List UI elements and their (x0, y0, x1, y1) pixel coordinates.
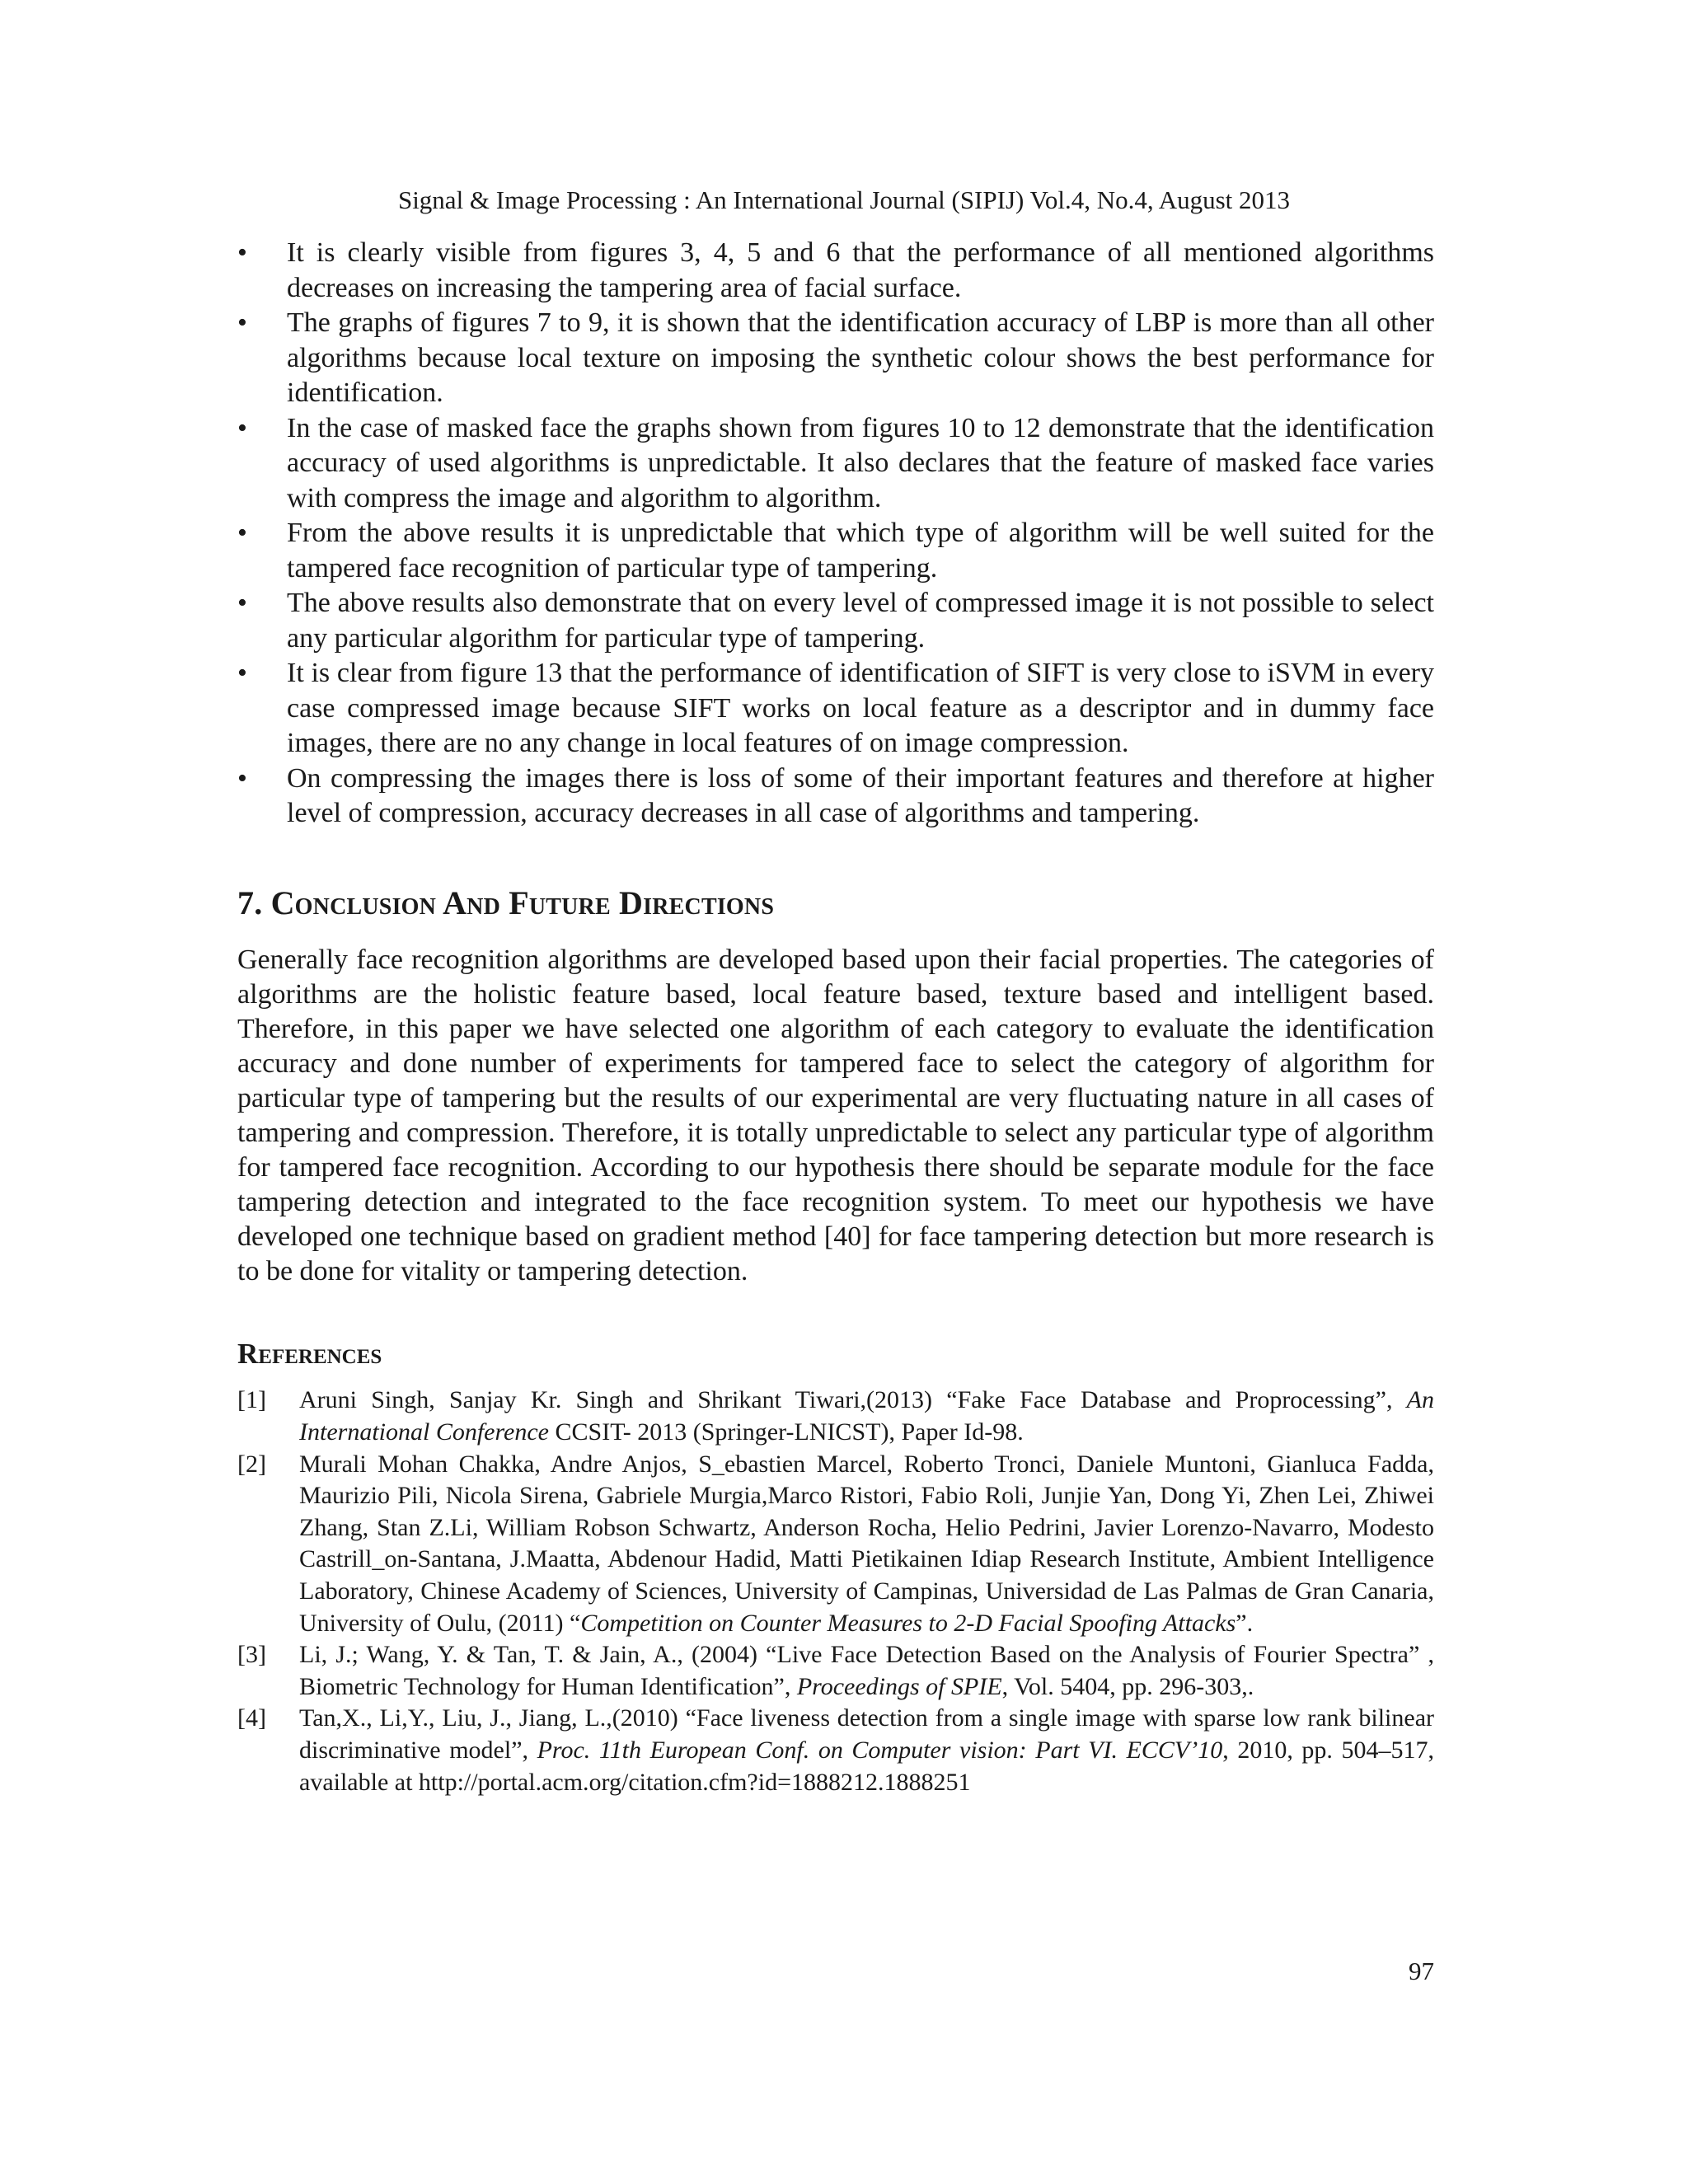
page-number: 97 (1409, 1957, 1434, 1985)
bullet-icon: • (237, 658, 247, 688)
reference-venue: An International Conference (299, 1386, 1434, 1446)
bullet-icon: • (237, 588, 247, 618)
reference-text: Murali Mohan Chakka, Andre Anjos, S_ebastien Marcel, Roberto Tronci, Daniele Muntoni, Gianluca Fadda, Maurizio Pili, Nicola Sirena, Gabriele Murgia,Marco Ristori, Fabio Roli, Junjie Yan, Dong Yi, Zhen Lei, Zhiwei Zhang, Stan Z.Li, William Robson Schwartz, Anderson Rocha, Helio Pedrini, Javier Lorenzo-Navarro, Modesto Castrill_on-Santana, J.Maatta, Abdenour Hadid, Matti Pietikainen Idiap Research Institute, Ambient Intelligence Laboratory, Chinese Academy of Sciences, University of Campinas, Universidad de Las Palmas de Gran Canaria, University of Oulu, (2011) “ (299, 1450, 1434, 1637)
reference-venue: Proc. 11th European Conf. on Computer vision: Part VI. ECCV’10 (537, 1736, 1223, 1764)
reference-text: Aruni Singh, Sanjay Kr. Singh and Shrikant Tiwari,(2013) “Fake Face Database and Proprocessing”, (299, 1386, 1407, 1414)
reference-item (237, 1385, 1434, 1448)
reference-text: ”. (1236, 1609, 1254, 1637)
reference-item (237, 1639, 1434, 1703)
reference-text: , 2010, pp. 504–517, available at http://portal.acm.org/citation.cfm?id=1888212.1888251 (299, 1736, 1435, 1796)
bullet-item (237, 586, 1434, 656)
references-list (237, 1385, 1434, 1798)
references-heading: References (237, 1338, 382, 1371)
bullet-icon: • (237, 237, 247, 268)
page-content (237, 236, 1434, 1798)
running-header: Signal & Image Processing : An International Journal (SIPIJ) Vol.4, No.4, August 2013 (397, 185, 1291, 214)
bullet-item (237, 656, 1434, 762)
reference-number: [3] (237, 1641, 266, 1669)
bullet-icon: • (237, 762, 247, 794)
bullet-text: On compressing the images there is loss of some of their important features and therefore at higher level of compression, accuracy decreases in all case of algorithms and tampering. (287, 762, 1434, 828)
bullet-item (237, 516, 1434, 586)
findings-bullet-list (237, 236, 1434, 832)
reference-text: Tan,X., Li,Y., Liu, J., Jiang, L.,(2010) “Face liveness detection from a single image with sparse low rank bilinear discriminative model”, (299, 1704, 1434, 1764)
bullet-text: It is clear from figure 13 that the performance of identification of SIFT is very close to iSVM in every case compressed image because SIFT works on local feature as a descriptor and in dummy face images, there are no any change in local features of on image compression. (287, 658, 1434, 758)
reference-item (237, 1703, 1434, 1798)
bullet-text: The above results also demonstrate that on every level of compressed image it is not possible to select any particular algorithm for particular type of tampering. (287, 588, 1434, 654)
bullet-text: The graphs of figures 7 to 9, it is shown that the identification accuracy of LBP is more than all other algorithms because local texture on imposing the synthetic colour shows the best performance for identification. (287, 307, 1434, 408)
section-heading-conclusion: 7. Conclusion And Future Directions (237, 883, 775, 921)
reference-number: [4] (237, 1704, 266, 1732)
reference-number: [1] (237, 1386, 266, 1414)
conclusion-paragraph: Generally face recognition algorithms are developed based upon their facial properties. The categories of algorithms are the holistic feature based, local feature based, texture based and intelligent based. Therefore, in this paper we have selected one algorithm of each category to evaluate the identification accuracy and done number of experiments for tampered face to select the category of algorithm for particular type of tampering but the results of our experimental are very fluctuating nature in all cases of tampering and compression. Therefore, it is totally unpredictable to select any particular type of algorithm for tampered face recognition. According to our hypothesis there should be separate module for the face tampering detection and integrated to the face recognition system. To meet our hypothesis we have developed one technique based on gradient method [40] for face tampering detection but more research is to be done for vitality or tampering detection. (237, 944, 1434, 1287)
reference-item (237, 1449, 1434, 1640)
reference-number: [2] (237, 1450, 266, 1478)
reference-venue: Proceedings of SPIE (796, 1672, 1002, 1700)
bullet-item (237, 236, 1434, 306)
reference-title: Competition on Counter Measures to 2-D Facial Spoofing Attacks (580, 1609, 1236, 1637)
reference-text: CCSIT- 2013 (Springer-LNICST), Paper Id-98. (549, 1418, 1024, 1446)
bullet-icon: • (237, 412, 247, 443)
bullet-text: In the case of masked face the graphs shown from figures 10 to 12 demonstrate that the identification accuracy of used algorithms is unpredictable. It also declares that the feature of masked face varies with compress the image and algorithm to algorithm. (287, 412, 1434, 513)
bullet-icon: • (237, 307, 247, 338)
bullet-item (237, 762, 1434, 832)
reference-text: Li, J.; Wang, Y. & Tan, T. & Jain, A., (2004) “Live Face Detection Based on the Analysis of Fourier Spectra” , Biometric Technology for Human Identification”, (299, 1641, 1434, 1700)
bullet-text: From the above results it is unpredictable that which type of algorithm will be well suited for the tampered face recognition of particular type of tampering. (287, 518, 1434, 583)
bullet-item (237, 411, 1434, 517)
bullet-text: It is clearly visible from figures 3, 4, 5 and 6 that the performance of all mentioned algorithms decreases on increasing the tampering area of facial surface. (287, 237, 1434, 303)
bullet-icon: • (237, 518, 247, 548)
bullet-item (237, 306, 1434, 411)
reference-text: , Vol. 5404, pp. 296-303,. (1001, 1672, 1254, 1700)
